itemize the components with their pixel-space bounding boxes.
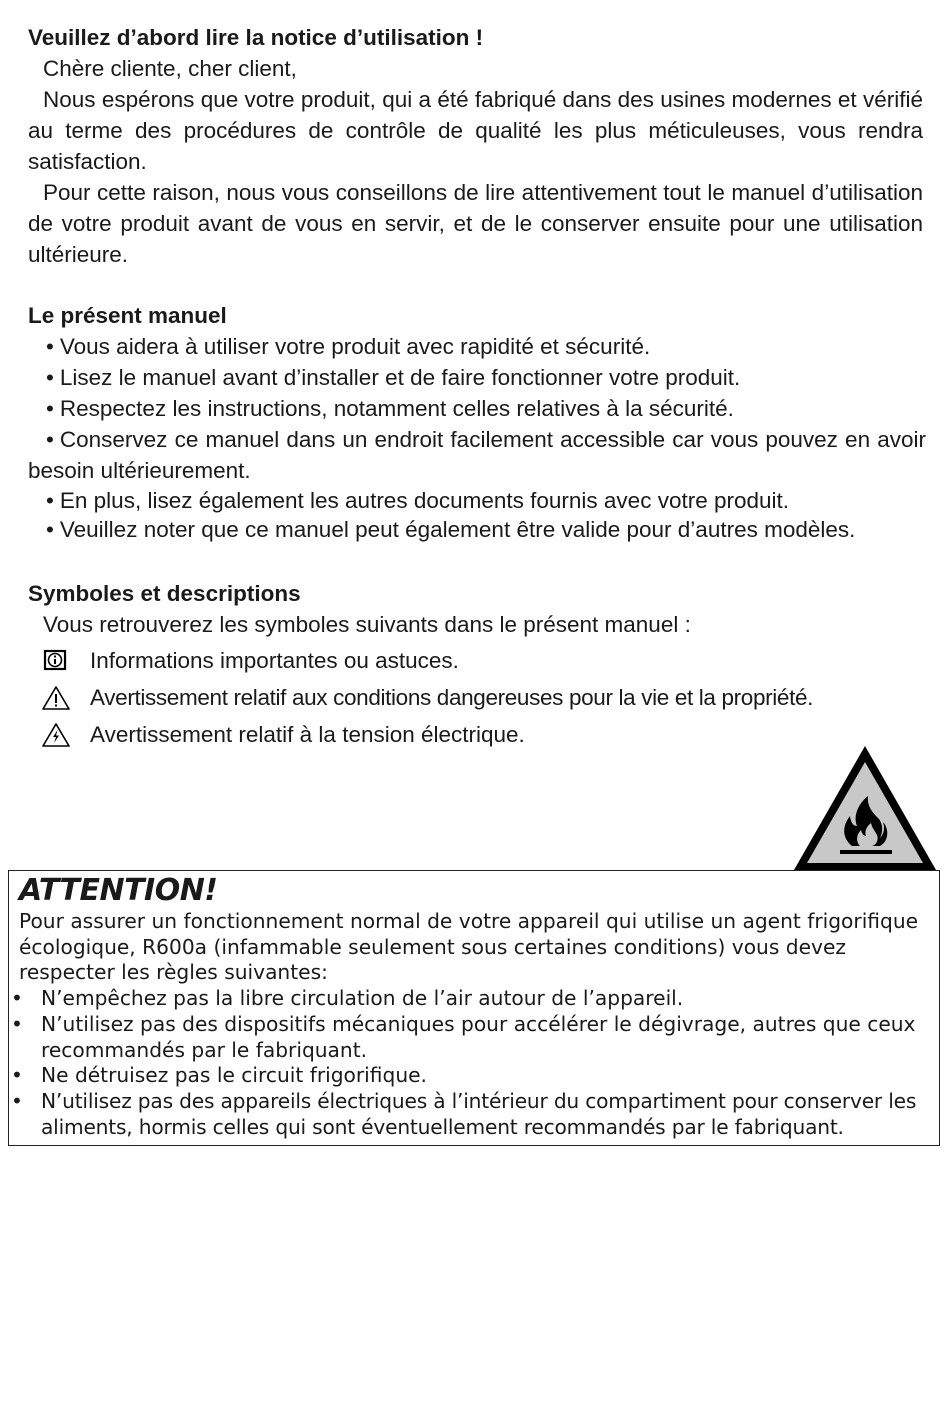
attention-item-text: N’utilisez pas des dispositifs mécaniques pour accélérer le dégivrage, autres que ceux recommandés par le fabriquant. xyxy=(41,1011,916,1062)
bullet-glyph: • xyxy=(46,427,54,452)
warning-triangle-icon xyxy=(42,685,70,711)
manual-list-item xyxy=(28,362,926,393)
bullet-glyph: • xyxy=(46,334,54,359)
bullet-glyph: • xyxy=(11,1088,23,1113)
attention-title: ATTENTION! xyxy=(19,873,218,908)
manual-heading: Le présent manuel xyxy=(28,303,227,328)
attention-list-item xyxy=(11,1063,937,1089)
manual-list-item xyxy=(28,424,926,486)
attention-list-item xyxy=(11,1012,937,1063)
attention-box xyxy=(8,870,940,1146)
flammable-warning-icon xyxy=(790,742,940,874)
symbol-row-warning xyxy=(42,682,813,713)
electric-hazard-icon xyxy=(42,722,70,748)
symbol-row-electric xyxy=(42,719,525,750)
manual-list-item xyxy=(28,514,926,545)
attention-intro: Pour assurer un fonctionnement normal de votre appareil qui utilise un agent frigorifique écologique, R600a (infammable seulement sous certaines conditions) vous devez respecter les règles suivantes: xyxy=(19,909,919,985)
manual-list-item-text: Veuillez noter que ce manuel peut également être valide pour d’autres modèles. xyxy=(59,517,856,542)
bullet-glyph: • xyxy=(46,488,54,513)
attention-list xyxy=(11,986,939,1140)
intro-heading: Veuillez d’abord lire la notice d’utilisation ! xyxy=(28,25,484,50)
manual-list-item-text: Vous aidera à utiliser votre produit avec rapidité et sécurité. xyxy=(59,334,651,359)
bullet-glyph: • xyxy=(46,365,54,390)
bullet-glyph: • xyxy=(11,1063,23,1088)
attention-list-item xyxy=(11,986,937,1012)
symbol-info-text: Informations importantes ou astuces. xyxy=(90,648,459,673)
greeting-text: Chère cliente, cher client, xyxy=(43,56,297,81)
manual-list-item-text: En plus, lisez également les autres documents fournis avec votre produit. xyxy=(59,488,790,513)
manual-list-item-text: Lisez le manuel avant d’installer et de faire fonctionner votre produit. xyxy=(59,365,741,390)
manual-list-item-text: Conservez ce manuel dans un endroit facilement accessible car vous pouvez en avoir besoin ultérieurement. xyxy=(28,427,926,483)
attention-item-text: N’utilisez pas des appareils électriques à l’intérieur du compartiment pour conserver les aliments, hormis celles qui sont éventuellement recommandés par le fabriquant. xyxy=(41,1088,917,1139)
manual-list-item xyxy=(28,331,926,362)
manual-list-item xyxy=(28,393,926,424)
attention-item-text: Ne détruisez pas le circuit frigorifique. xyxy=(41,1063,427,1088)
symbol-warning-text: Avertissement relatif aux conditions dangereuses pour la vie et la propriété. xyxy=(90,685,814,710)
symbol-electric-text: Avertissement relatif à la tension électrique. xyxy=(90,722,525,747)
info-icon xyxy=(42,648,70,674)
bullet-glyph: • xyxy=(11,1011,23,1036)
bullet-glyph: • xyxy=(46,517,54,542)
attention-list-item xyxy=(11,1089,937,1140)
intro-paragraph-2: Pour cette raison, nous vous conseillons de lire attentivement tout le manuel d’utilisation de votre produit avant de vous en servir, et de le conserver ensuite pour une utilisation ultérieure. xyxy=(28,180,923,267)
symbol-row-info xyxy=(42,645,459,676)
bullet-glyph: • xyxy=(46,396,54,421)
bullet-glyph: • xyxy=(11,986,23,1011)
attention-item-text: N’empêchez pas la libre circulation de l’air autour de l’appareil. xyxy=(41,986,684,1011)
intro-paragraph-1: Nous espérons que votre produit, qui a été fabriqué dans des usines modernes et vérifié au terme des procédures de contrôle de qualité les plus méticuleuses, vous rendra satisfaction. xyxy=(28,87,923,174)
manual-list-item-text: Respectez les instructions, notamment celles relatives à la sécurité. xyxy=(59,396,734,421)
symbols-intro: Vous retrouverez les symboles suivants dans le présent manuel : xyxy=(43,612,691,637)
symbols-heading: Symboles et descriptions xyxy=(28,581,301,606)
manual-list-item xyxy=(28,485,926,516)
